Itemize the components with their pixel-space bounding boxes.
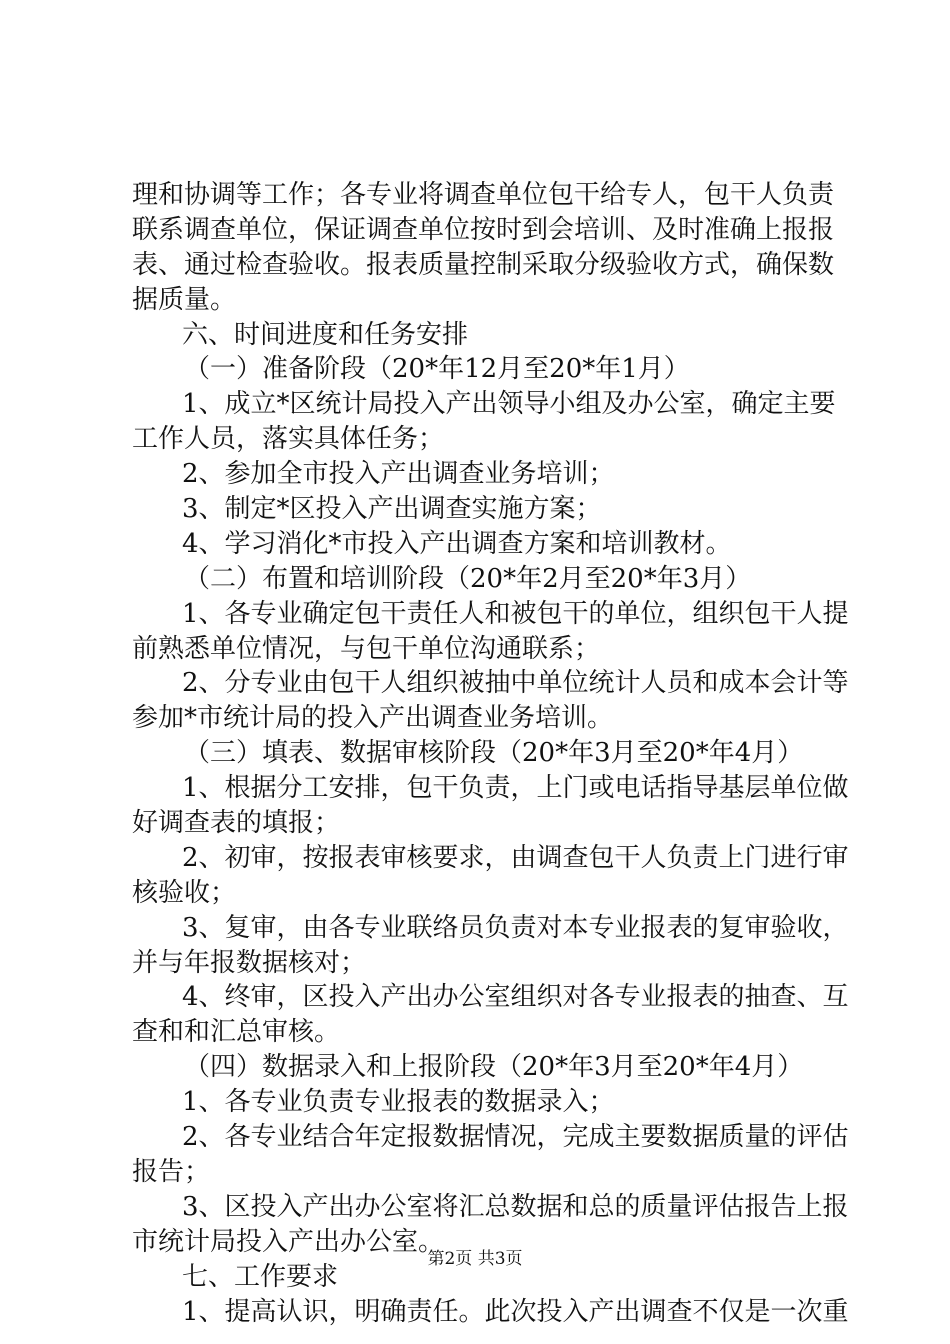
text-line: 1、各专业负责专业报表的数据录入； (182, 1087, 615, 1118)
text-line: 好调查表的填报； (132, 808, 341, 839)
text-line: 参加*市统计局的投入产出调查业务培训。 (132, 703, 614, 734)
text-line: 理和协调等工作；各专业将调查单位包干给专人，包干人负责 (132, 180, 835, 210)
text-line: 3、复审，由各专业联络员负责对本专业报表的复审验收， (182, 912, 849, 943)
text-line: 前熟悉单位情况，与包干单位沟通联系； (132, 633, 601, 664)
text-line: 3、区投入产出办公室将汇总数据和总的质量评估报告上报 (182, 1191, 849, 1222)
section-heading: 六、时间进度和任务安排 (182, 319, 469, 350)
text-line: 据质量。 (132, 284, 237, 315)
section-heading: 七、工作要求 (182, 1261, 339, 1292)
text-line: 1、根据分工安排，包干负责，上门或电话指导基层单位做 (182, 773, 849, 804)
subsection-heading: （四）数据录入和上报阶段（20*年3月至20*年4月） (184, 1052, 804, 1083)
text-line: 表、通过检查验收。报表质量控制采取分级验收方式，确保数 (132, 249, 835, 280)
subsection-heading: （二）布置和培训阶段（20*年2月至20*年3月） (184, 563, 752, 594)
subsection-heading: （三）填表、数据审核阶段（20*年3月至20*年4月） (184, 738, 804, 769)
document-body (132, 178, 849, 1329)
page-footer (0, 1244, 950, 1269)
text-line: 工作人员，落实具体任务； (132, 424, 445, 455)
text-line: 市统计局投入产出办公室。 (132, 1226, 445, 1257)
text-line: 1、成立*区统计局投入产出领导小组及办公室，确定主要 (182, 389, 836, 420)
text-line: 并与年报数据核对； (132, 947, 367, 978)
subsection-heading: （一）准备阶段（20*年12月至20*年1月） (184, 354, 690, 385)
text-line: 4、学习消化*市投入产出调查方案和培训教材。 (182, 528, 732, 559)
text-line: 2、参加全市投入产出调查业务培训； (182, 459, 615, 490)
text-line: 2、各专业结合年定报数据情况，完成主要数据质量的评估 (182, 1122, 849, 1153)
text-line: 核验收； (132, 877, 237, 908)
text-line: 查和和汇总审核。 (132, 1017, 341, 1048)
text-line: 报告； (132, 1156, 211, 1187)
text-line: 2、分专业由包干人组织被抽中单位统计人员和成本会计等 (182, 668, 849, 699)
text-line: 联系调查单位，保证调查单位按时到会培训、及时准确上报报 (132, 214, 835, 245)
text-line: 1、提高认识，明确责任。此次投入产出调查不仅是一次重 (182, 1296, 849, 1327)
text-line: 2、初审，按报表审核要求，由调查包干人负责上门进行审 (182, 842, 849, 873)
text-line: 3、制定*区投入产出调查实施方案； (182, 494, 602, 525)
text-line: 1、各专业确定包干责任人和被包干的单位，组织包干人提 (182, 598, 849, 629)
text-line: 4、终审，区投入产出办公室组织对各专业报表的抽查、互 (182, 982, 849, 1013)
page-number-label: 第2页 共3页 (427, 1249, 523, 1269)
